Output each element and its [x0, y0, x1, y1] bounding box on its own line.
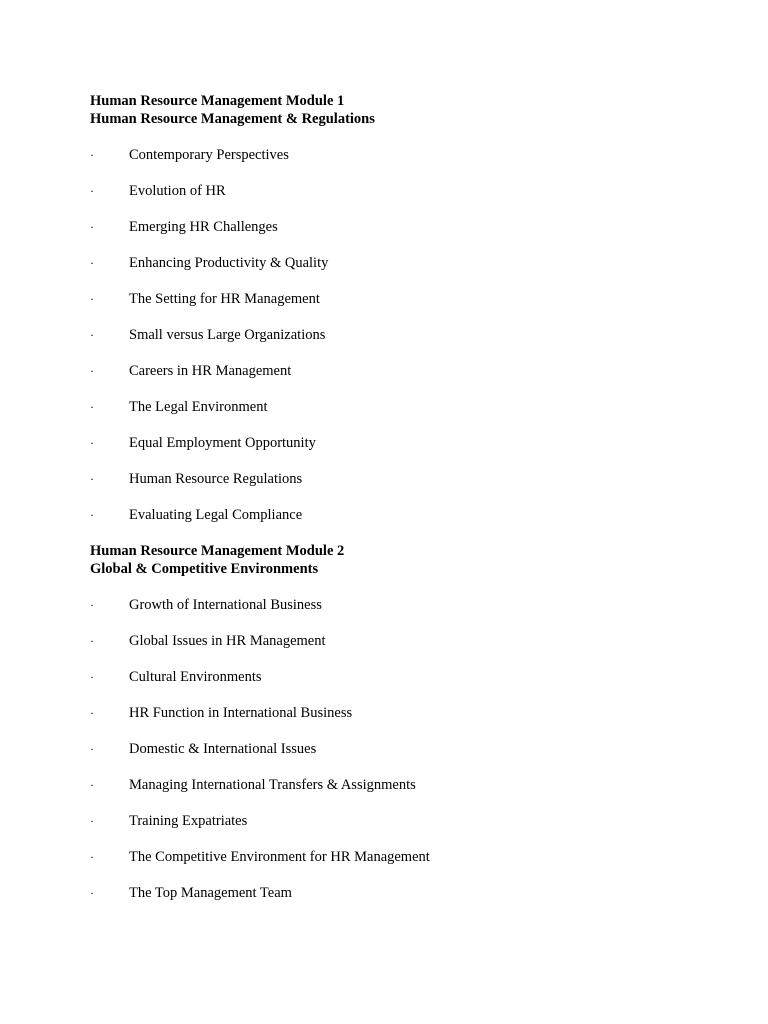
module-2-section: [90, 542, 430, 920]
list-item-text: Training Expatriates: [129, 813, 248, 829]
list-item: [90, 326, 375, 362]
list-item: [90, 740, 344, 776]
list-item: [90, 812, 344, 848]
bullet-icon: ·: [90, 400, 94, 414]
bullet-icon: ·: [90, 148, 94, 162]
list-item: [90, 290, 375, 326]
bullet-icon: ·: [90, 220, 94, 234]
module-1-subheading: Human Resource Management & Regulations: [90, 111, 375, 127]
list-item: [90, 470, 375, 506]
list-item: [90, 848, 430, 884]
bullet-icon: ·: [90, 256, 94, 270]
list-item: [90, 884, 344, 920]
list-item: [90, 362, 375, 398]
list-item: [90, 704, 353, 740]
bullet-icon: ·: [90, 814, 94, 828]
module-1-section: [90, 92, 375, 542]
list-item-text: Growth of International Business: [129, 597, 322, 613]
list-item-text: Evolution of HR: [129, 183, 226, 199]
list-item-text: Contemporary Perspectives: [129, 147, 289, 163]
list-item-text: Global Issues in HR Management: [129, 633, 326, 649]
list-item: [90, 776, 416, 812]
module-1-topic-list: [90, 146, 375, 542]
list-item: [90, 596, 344, 632]
bullet-icon: ·: [90, 328, 94, 342]
list-item-text: Domestic & International Issues: [129, 741, 317, 757]
list-item-text: Managing International Transfers & Assignments: [129, 777, 416, 793]
list-item-text: The Setting for HR Management: [129, 291, 320, 307]
list-item: [90, 218, 375, 254]
bullet-icon: ·: [90, 634, 94, 648]
list-item-text: Equal Employment Opportunity: [129, 435, 316, 451]
list-item: [90, 632, 344, 668]
bullet-icon: ·: [90, 472, 94, 486]
list-item-text: Evaluating Legal Compliance: [129, 507, 303, 523]
list-item: [90, 398, 375, 434]
list-item-text: Cultural Environments: [129, 669, 262, 685]
module-1-heading: Human Resource Management Module 1: [90, 93, 345, 109]
module-2-topic-list: [90, 596, 430, 920]
list-item-text: Enhancing Productivity & Quality: [129, 255, 329, 271]
bullet-icon: ·: [90, 778, 94, 792]
list-item-text: Small versus Large Organizations: [129, 327, 326, 343]
bullet-icon: ·: [90, 850, 94, 864]
module-2-heading: Human Resource Management Module 2: [90, 543, 345, 559]
list-item-text: The Legal Environment: [129, 399, 268, 415]
list-item-text: The Top Management Team: [129, 885, 292, 901]
bullet-icon: ·: [90, 292, 94, 306]
module-2-subheading: Global & Competitive Environments: [90, 561, 319, 577]
list-item-text: The Competitive Environment for HR Management: [129, 849, 430, 865]
list-item-text: Emerging HR Challenges: [129, 219, 278, 235]
list-item: [90, 506, 375, 542]
bullet-icon: ·: [90, 364, 94, 378]
bullet-icon: ·: [90, 742, 94, 756]
bullet-icon: ·: [90, 508, 94, 522]
list-item-text: HR Function in International Business: [129, 705, 353, 721]
list-item: [90, 254, 375, 290]
list-item: [90, 146, 375, 182]
bullet-icon: ·: [90, 184, 94, 198]
bullet-icon: ·: [90, 598, 94, 612]
list-item: [90, 182, 375, 218]
bullet-icon: ·: [90, 886, 94, 900]
bullet-icon: ·: [90, 670, 94, 684]
list-item: [90, 668, 344, 704]
list-item: [90, 434, 375, 470]
bullet-icon: ·: [90, 436, 94, 450]
list-item-text: Careers in HR Management: [129, 363, 292, 379]
bullet-icon: ·: [90, 706, 94, 720]
list-item-text: Human Resource Regulations: [129, 471, 303, 487]
